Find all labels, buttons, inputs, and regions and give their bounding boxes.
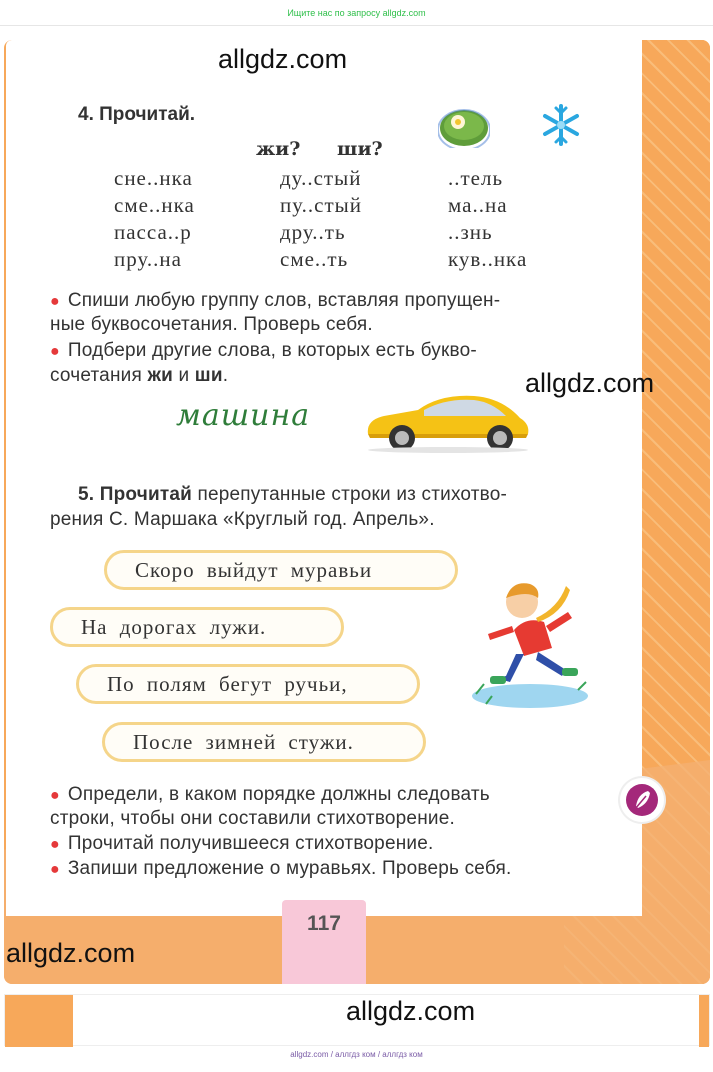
poem-line-pill[interactable]: Скоро выйдут муравьи xyxy=(104,550,458,590)
bullet-icon: ● xyxy=(50,861,60,878)
task-text xyxy=(50,856,511,882)
bullet-icon: ● xyxy=(50,787,60,804)
watermark: allgdz.com xyxy=(218,44,348,74)
feather-icon xyxy=(626,784,658,816)
task-line: Определи, в каком порядке должны следовать xyxy=(67,784,490,805)
task-text xyxy=(50,831,433,857)
bullet-icon: ● xyxy=(50,343,60,360)
poem-line-pill[interactable]: По полям бегут ручьи, xyxy=(76,664,420,704)
task-line: сочетания xyxy=(50,365,148,386)
word-cell: сне..нка xyxy=(114,166,193,190)
bullet-icon: ● xyxy=(50,293,60,310)
task-text xyxy=(50,782,490,808)
task-text: строки, чтобы они составили стихотворение. xyxy=(50,808,455,829)
word-cell: ма..на xyxy=(448,193,508,217)
task-text xyxy=(50,288,500,314)
feather-button[interactable] xyxy=(620,778,664,822)
poem-line-pill[interactable]: На дорогах лужи. xyxy=(50,607,344,647)
snowflake-icon xyxy=(538,102,584,148)
watermark: allgdz.com xyxy=(525,368,655,398)
bold-syllable: жи xyxy=(147,365,173,386)
task-line: Спиши любую группу слов, вставляя пропущен- xyxy=(67,290,501,311)
poem-line-pill[interactable]: После зимней стужи. xyxy=(102,722,426,762)
running-boy-icon xyxy=(466,556,596,716)
lily-pad-icon xyxy=(438,104,490,148)
bullet-icon: ● xyxy=(50,836,60,853)
word-cell: дру..ть xyxy=(280,220,346,244)
task-text xyxy=(50,363,228,388)
word-cell: пу..стый xyxy=(280,193,362,217)
cursive-word: машина xyxy=(176,398,311,433)
yellow-car-icon xyxy=(362,388,532,454)
bold-syllable: ши xyxy=(194,365,223,386)
top-banner[interactable]: Ищите нас по запросу allgdz.com xyxy=(0,0,713,26)
task-line: Прочитай получившееся стихотворение. xyxy=(67,833,434,854)
strip-orange-left xyxy=(5,995,73,1047)
task-line: . xyxy=(222,365,229,386)
task-text: ные буквосочетания. Проверь себя. xyxy=(50,314,373,335)
footer-links[interactable]: allgdz.com / аллгдз ком / аллгдз ком xyxy=(290,1050,423,1059)
task-line: и xyxy=(173,365,195,386)
word-cell: ду..стый xyxy=(280,166,362,190)
exercise-5-intro xyxy=(50,482,507,507)
word-cell: ..тель xyxy=(448,166,504,190)
watermark: allgdz.com xyxy=(6,938,136,968)
task-text xyxy=(50,338,477,364)
word-cell: сме..нка xyxy=(114,193,195,217)
page-number: 117 xyxy=(282,900,366,984)
exercise-5-intro-line2: рения С. Маршака «Круглый год. Апрель». xyxy=(50,509,435,530)
word-cell: пасса..р xyxy=(114,220,192,244)
word-cell: ..знь xyxy=(448,220,493,244)
word-cell: сме..ть xyxy=(280,247,349,271)
column-headers: жи? ши? xyxy=(256,138,383,160)
watermark: allgdz.com xyxy=(346,996,476,1026)
word-cell: пру..на xyxy=(114,247,182,271)
word-cell: кув..нка xyxy=(448,247,528,271)
task-line: Подбери другие слова, в которых есть букво- xyxy=(67,340,477,361)
strip-orange-right xyxy=(699,995,709,1047)
exercise-4-title: 4. Прочитай. xyxy=(78,104,196,125)
exercise-5-title: 5. Прочитай xyxy=(78,484,192,505)
task-line: Запиши предложение о муравьях. Проверь себя. xyxy=(67,858,512,879)
intro-text: перепутанные строки из стихотво- xyxy=(191,484,508,505)
